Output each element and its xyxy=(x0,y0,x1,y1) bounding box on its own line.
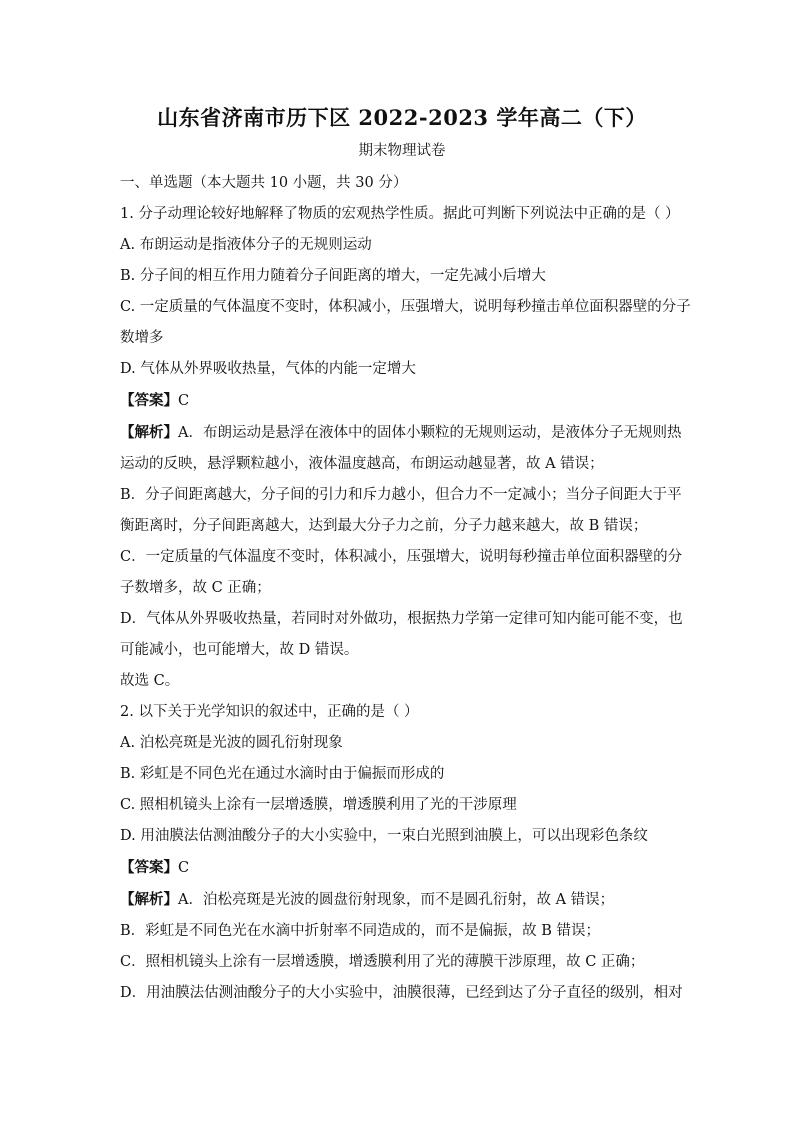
section-heading: 一、单选题（本大题共 10 小题，共 30 分） xyxy=(120,175,408,191)
q2-analysis-line: D．用油膜法估测油酸分子的大小实验中，油膜很薄，已经到达了分子直径的级别，相对 xyxy=(120,985,683,1001)
q1-option-d: D. 气体从外界吸收热量，气体的内能一定增大 xyxy=(120,361,416,377)
document-subtitle: 期末物理试卷 xyxy=(358,143,446,159)
q1-analysis-line: 子数增多，故 C 正确； xyxy=(120,580,271,596)
q2-answer-value: C xyxy=(178,860,190,876)
q1-analysis-line: 衡距离时，分子间距离越大，达到最大分子力之前，分子力越来越大，故 B 错误； xyxy=(120,518,648,534)
q2-analysis-line: C．照相机镜头上涂有一层增透膜，增透膜利用了光的薄膜干涉原理，故 C 正确； xyxy=(120,954,645,970)
q2-option-b: B. 彩虹是不同色光在通过水滴时由于偏振而形成的 xyxy=(120,766,445,782)
q1-option-b: B. 分子间的相互作用力随着分子间距离的增大，一定先减小后增大 xyxy=(120,268,546,284)
q2-analysis-line xyxy=(120,884,684,916)
q2-option-a: A. 泊松亮斑是光波的圆孔衍射现象 xyxy=(120,735,343,751)
q2-answer xyxy=(120,852,684,884)
q1-analysis-line: D．气体从外界吸收热量，若同时对外做功，根据热力学第一定律可知内能可能不变，也 xyxy=(120,611,683,627)
q1-option-c-cont: 数增多 xyxy=(120,330,164,346)
q2-stem: 2. 以下关于光学知识的叙述中，正确的是（ ） xyxy=(120,704,419,720)
q1-answer xyxy=(120,385,684,417)
q2-analysis-line: B．彩虹是不同色光在水滴中折射率不同造成的，而不是偏振，故 B 错误； xyxy=(120,923,601,939)
q1-option-a: A. 布朗运动是指液体分子的无规则运动 xyxy=(120,237,372,253)
document-title: 山东省济南市历下区 2022-2023 学年高二（下） xyxy=(157,105,647,130)
q1-analysis-line: B．分子间距离越大，分子间的引力和斥力越小，但合力不一定减小；当分子间距大于平 xyxy=(120,487,682,503)
q1-analysis-line xyxy=(120,417,684,449)
q2-answer-tag: 【答案】 xyxy=(120,859,178,876)
q2-analysis-text: A．泊松亮斑是光波的圆盘衍射现象，而不是圆孔衍射，故 A 错误； xyxy=(178,892,615,908)
q1-analysis-tag: 【解析】 xyxy=(120,424,178,441)
q1-conclusion: 故选 C。 xyxy=(120,673,180,689)
q1-analysis-text: A．布朗运动是悬浮在液体中的固体小颗粒的无规则运动，是液体分子无规则热 xyxy=(178,425,682,441)
q2-option-c: C. 照相机镜头上涂有一层增透膜，增透膜利用了光的干涉原理 xyxy=(120,797,517,813)
q2-analysis-tag: 【解析】 xyxy=(120,891,178,908)
q2-option-d: D. 用油膜法估测油酸分子的大小实验中，一束白光照到油膜上，可以出现彩色条纹 xyxy=(120,828,648,844)
q1-analysis-line: C．一定质量的气体温度不变时，体积减小，压强增大，说明每秒撞击单位面积器壁的分 xyxy=(120,549,683,565)
q1-stem: 1. 分子动理论较好地解释了物质的宏观热学性质。据此可判断下列说法中正确的是（ ） xyxy=(120,206,680,222)
q1-analysis-line: 运动的反映，悬浮颗粒越小，液体温度越高，布朗运动越显著，故 A 错误； xyxy=(120,456,604,472)
q1-answer-value: C xyxy=(178,393,190,409)
q1-analysis-line: 可能减小，也可能增大，故 D 错误。 xyxy=(120,642,359,658)
q1-answer-tag: 【答案】 xyxy=(120,392,178,409)
q1-option-c: C. 一定质量的气体温度不变时，体积减小，压强增大，说明每秒撞击单位面积器壁的分子 xyxy=(120,299,691,315)
